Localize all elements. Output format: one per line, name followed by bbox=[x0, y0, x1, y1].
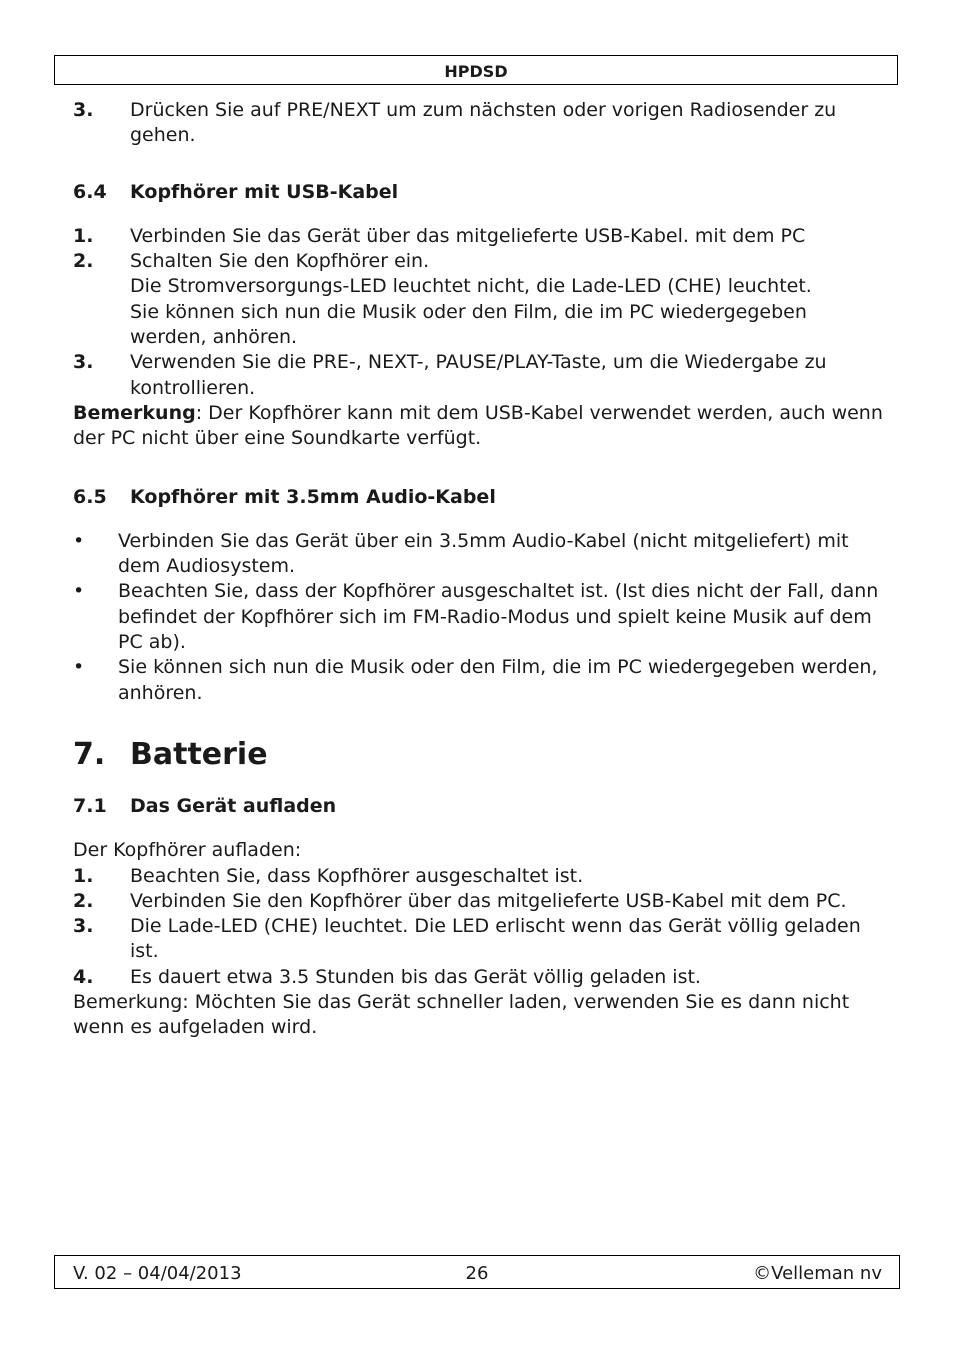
step-number: 3. bbox=[73, 351, 94, 374]
step-line: Sie können sich nun die Musik oder den Film, die im PC wiedergegeben werden, anhören. bbox=[130, 300, 807, 349]
step-number: 3. bbox=[73, 915, 94, 938]
chapter-number: 7. bbox=[73, 736, 106, 772]
charge-note: Bemerkung: Möchten Sie das Gerät schneller laden, verwenden Sie es dann nicht wenn es aufgeladen wird. bbox=[73, 991, 862, 1039]
radio-step-3 bbox=[73, 98, 888, 149]
usb-step-1 bbox=[73, 224, 888, 249]
note-label: Bemerkung bbox=[73, 401, 196, 424]
step-text: Verbinden Sie den Kopfhörer über das mitgelieferte USB-Kabel mit dem PC. bbox=[130, 889, 847, 912]
footer-version: V. 02 – 04/04/2013 bbox=[73, 1263, 242, 1284]
footer-copyright: ©Velleman nv bbox=[753, 1263, 882, 1284]
section-7-1-heading bbox=[73, 794, 888, 819]
step-text: Die Lade-LED (CHE) leuchtet. Die LED erlischt wenn das Gerät völlig geladen ist. bbox=[130, 915, 861, 963]
charge-intro: Der Kopfhörer aufladen: bbox=[73, 839, 302, 862]
step-number: 2. bbox=[73, 250, 94, 273]
step-number: 3. bbox=[73, 99, 94, 121]
step-number: 2. bbox=[73, 889, 94, 912]
section-title: Das Gerät aufladen bbox=[130, 794, 337, 817]
footer-page-number: 26 bbox=[465, 1263, 489, 1284]
step-text: Verwenden Sie die PRE-, NEXT-, PAUSE/PLAY-Taste, um die Wiedergabe zu kontrollieren. bbox=[130, 351, 827, 399]
step-text-block bbox=[130, 249, 888, 350]
note-text: : Der Kopfhörer kann mit dem USB-Kabel verwendet werden, auch wenn der PC nicht über eine Soundkarte verfügt. bbox=[73, 401, 883, 450]
charge-step-3 bbox=[73, 914, 888, 965]
chapter-7-heading bbox=[73, 735, 888, 775]
page-footer bbox=[54, 1255, 900, 1289]
step-line: Schalten Sie den Kopfhörer ein. bbox=[130, 250, 430, 273]
usb-step-3 bbox=[73, 350, 888, 401]
bullet-icon: • bbox=[73, 580, 85, 603]
step-text: Beachten Sie, dass Kopfhörer ausgeschaltet ist. bbox=[130, 864, 584, 887]
list-item bbox=[73, 579, 888, 655]
step-number: 4. bbox=[73, 965, 94, 988]
page-content bbox=[73, 98, 888, 1041]
usb-note bbox=[73, 401, 888, 452]
usb-step-2 bbox=[73, 249, 888, 350]
section-number: 7.1 bbox=[73, 794, 107, 817]
header-title: HPDSD bbox=[444, 62, 508, 81]
list-item bbox=[73, 529, 888, 580]
step-number: 1. bbox=[73, 224, 94, 247]
list-item-text: Verbinden Sie das Gerät über ein 3.5mm Audio-Kabel (nicht mitgeliefert) mit dem Audiosystem. bbox=[118, 529, 849, 578]
section-number: 6.4 bbox=[73, 180, 107, 203]
chapter-title: Batterie bbox=[130, 736, 268, 772]
list-item bbox=[73, 655, 888, 706]
section-title: Kopfhörer mit USB-Kabel bbox=[130, 180, 399, 203]
page-header bbox=[54, 55, 898, 85]
step-text: Drücken Sie auf PRE/NEXT um zum nächsten oder vorigen Radiosender zu gehen. bbox=[130, 99, 837, 147]
step-text: Es dauert etwa 3.5 Stunden bis das Gerät völlig geladen ist. bbox=[130, 965, 701, 988]
step-text: Verbinden Sie das Gerät über das mitgelieferte USB-Kabel. mit dem PC bbox=[130, 224, 806, 247]
list-item-text: Beachten Sie, dass der Kopfhörer ausgeschaltet ist. (Ist dies nicht der Fall, dann befindet der Kopfhörer sich im FM-Radio-Modus und spielt keine Musik auf dem PC ab). bbox=[118, 580, 879, 654]
list-item-text: Sie können sich nun die Musik oder den Film, die im PC wiedergegeben werden, anhören. bbox=[118, 656, 878, 704]
section-6-4-heading bbox=[73, 180, 888, 205]
section-title: Kopfhörer mit 3.5mm Audio-Kabel bbox=[130, 485, 496, 508]
charge-step-1 bbox=[73, 864, 888, 889]
step-number: 1. bbox=[73, 864, 94, 887]
bullet-icon: • bbox=[73, 529, 85, 552]
step-line: Die Stromversorgungs-LED leuchtet nicht, die Lade-LED (CHE) leuchtet. bbox=[130, 275, 812, 298]
section-number: 6.5 bbox=[73, 485, 107, 508]
charge-step-2 bbox=[73, 889, 888, 914]
charge-step-4 bbox=[73, 965, 888, 990]
section-6-5-heading bbox=[73, 485, 888, 510]
bullet-icon: • bbox=[73, 656, 85, 679]
